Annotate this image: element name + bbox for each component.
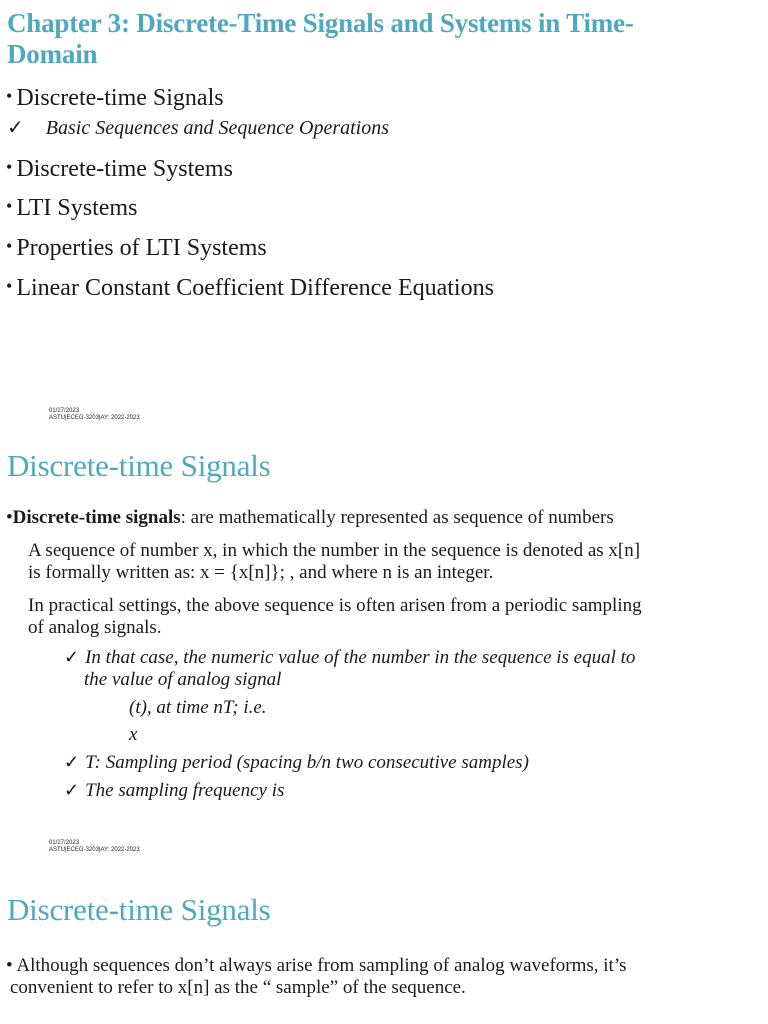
check-item-sampling-frequency [64, 779, 284, 802]
footer-course: ASTU|ECEG-3203|AY: 2022-2023 [49, 415, 140, 421]
outline-item-lccde [6, 272, 494, 302]
slide-2 [0, 436, 768, 866]
slide-3 [0, 872, 768, 1024]
outline-item-label: Linear Constant Coefficient Difference Equations [16, 275, 494, 301]
footer-course: ASTU|ECEG-3203|AY: 2022-2023 [49, 847, 140, 853]
outline-subitem-basic-sequences [7, 116, 389, 140]
definition-line [6, 507, 614, 529]
checkmark-icon: ✓ [64, 780, 80, 800]
check-item-text: the value of analog signal [84, 669, 282, 690]
slide-footer [49, 840, 140, 854]
check-item-numeric-value [64, 646, 635, 691]
outline-item-label: Discrete-time Signals [16, 85, 224, 111]
paragraph-sequence [28, 540, 640, 584]
paragraph-practical [28, 595, 642, 639]
outline-subitem-label: Basic Sequences and Sequence Operations [45, 117, 389, 139]
bullet-icon: • [6, 276, 13, 296]
title-line-1: Chapter 3: Discrete-Time Signals and Systems in Time- [7, 8, 634, 38]
check-item-text: In that case, the numeric value of the number in the sequence is equal to [85, 647, 636, 668]
checkmark-icon: ✓ [64, 647, 80, 667]
checkmark-icon: ✓ [7, 117, 24, 139]
title-line-2: Domain [7, 39, 98, 69]
outline-item-lti [6, 192, 137, 222]
equation-symbol: x [129, 724, 138, 745]
bullet-icon: • [6, 196, 13, 216]
definition-text: : are mathematically represented as sequence of numbers [180, 507, 614, 528]
paragraph-line: In practical settings, the above sequence is often arisen from a periodic sampling [28, 595, 642, 616]
paragraph-line: is formally written as: x = {x[n]}; , and where n is an integer. [28, 562, 494, 583]
slide-title [7, 8, 634, 70]
footer-date: 01/27/2023 [49, 840, 80, 846]
bullet-icon: • [6, 955, 13, 976]
term: Discrete-time signals [12, 507, 181, 528]
paragraph-sample [6, 955, 627, 999]
paragraph-line: convenient to refer to x[n] as the “ sample” of the sequence. [10, 977, 466, 998]
paragraph-line: Although sequences don’t always arise from sampling of analog waveforms, it’s [16, 955, 627, 976]
footer-date: 01/27/2023 [49, 408, 80, 414]
check-item-text: The sampling frequency is [85, 780, 285, 801]
outline-item-label: LTI Systems [16, 195, 138, 221]
bullet-icon: • [6, 236, 13, 256]
bullet-icon: • [6, 157, 13, 177]
paragraph-line: of analog signals. [28, 617, 162, 638]
outline-item-properties [6, 232, 267, 262]
outline-item-systems [6, 153, 233, 183]
outline-item-label: Discrete-time Systems [16, 156, 233, 182]
slide-1 [0, 0, 768, 430]
equation-text: (t), at time nT; i.e. [129, 697, 267, 718]
checkmark-icon: ✓ [64, 752, 80, 772]
bullet-icon: • [6, 86, 13, 106]
outline-item-signals [6, 82, 224, 112]
check-item-sampling-period [64, 751, 529, 774]
paragraph-line: A sequence of number x, in which the number in the sequence is denoted as x[n] [28, 540, 641, 561]
check-item-text: T: Sampling period (spacing b/n two consecutive samples) [85, 752, 529, 773]
slide-title: Discrete-time Signals [7, 448, 271, 483]
slide-footer [49, 408, 140, 422]
bullet-icon: • [6, 507, 13, 528]
outline-item-label: Properties of LTI Systems [16, 235, 267, 261]
slide-title: Discrete-time Signals [7, 892, 271, 927]
